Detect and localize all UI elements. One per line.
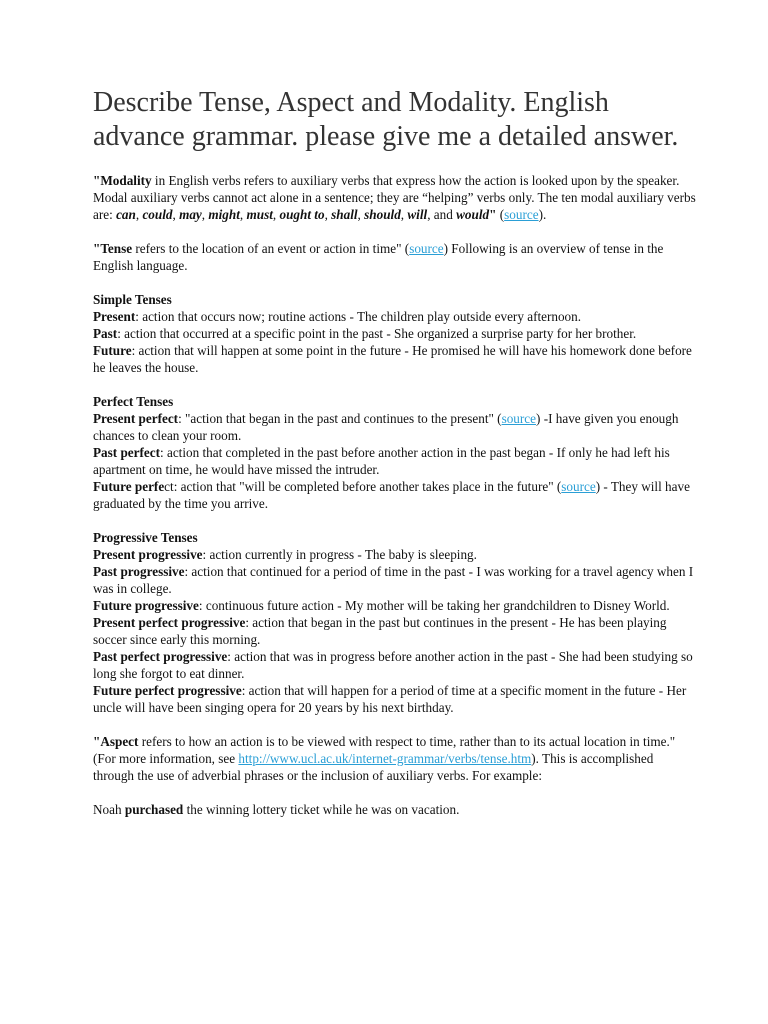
past-progressive-item: [93, 563, 696, 597]
past-perfect-term: Past perfect: [93, 445, 160, 460]
modal-may: may: [179, 207, 202, 222]
present-progressive-item: [93, 546, 696, 563]
future-progressive-item: [93, 597, 696, 614]
future-progressive-term: Future progressive: [93, 598, 199, 613]
future-perfect-progressive-term: Future perfect progressive: [93, 683, 242, 698]
past-perfect-progressive-item: [93, 648, 696, 682]
future-perfect-item: [93, 478, 696, 512]
past-progressive-text: : action that continued for a period of time in the past - I was working for a travel agency when I was in college.: [93, 564, 694, 596]
example-after: the winning lottery ticket while he was on vacation.: [183, 802, 460, 817]
simple-present-term: Present: [93, 309, 136, 324]
future-progressive-text: : continuous future action - My mother will be taking her grandchildren to Disney World.: [198, 598, 670, 613]
modality-term: Modality: [100, 173, 152, 188]
tense-text: refers to the location of an event or action in time" (: [132, 241, 410, 256]
future-perfect-text: : action that "will be completed before another takes place in the future" (: [173, 479, 562, 494]
perfect-tenses-section: [93, 393, 696, 512]
modal-could: could: [142, 207, 173, 222]
modality-and: and: [430, 207, 457, 222]
modal-might: might: [208, 207, 240, 222]
tense-source-link[interactable]: source: [409, 241, 444, 256]
modality-paragraph: "Modality in English verbs refers to auxiliary verbs that express how the action is looked upon by the speaker. Modal auxiliary verbs cannot act alone in a sentence; they are “helping” verbs only. The ten modal auxiliary verbs are: can, could, may, might, must, ought to, shall, should, will, and would" (source).: [93, 173, 696, 222]
aspect-term: Aspect: [100, 734, 139, 749]
example-before: Noah: [93, 802, 125, 817]
modality-source-link[interactable]: source: [504, 207, 539, 222]
present-perfect-source-link[interactable]: source: [501, 411, 536, 426]
aspect-text-2: ). This is accomplished through the use of adverbial phrases or the inclusion of auxiliary verbs. For example:: [93, 751, 654, 783]
progressive-tenses-heading: Progressive Tenses: [93, 530, 198, 545]
modality-source-close: ).: [538, 207, 547, 222]
perfect-tenses-heading: Perfect Tenses: [93, 394, 174, 409]
present-perfect-progressive-text: : action that began in the past but continues in the present - He has been playing soccer since early this morning.: [93, 615, 667, 647]
modal-will: will: [407, 207, 428, 222]
modality-close-quote: ": [489, 207, 497, 222]
present-perfect-progressive-item: [93, 614, 696, 648]
simple-past-text: : action that occurred at a specific point in the past - She organized a surprise party for her brother.: [117, 326, 637, 341]
page-title: Describe Tense, Aspect and Modality. English advance grammar. please give me a detailed answer.: [93, 87, 679, 152]
modality-open-quote: ": [93, 173, 101, 188]
future-perfect-progressive-text: : action that will happen for a period of time at a specific moment in the future - Her uncle will have been singing opera for 20 years by his next birthday.: [93, 683, 687, 715]
present-perfect-text-2: ) -I have given you enough chances to clean your room.: [93, 411, 679, 443]
simple-present-item: [93, 308, 696, 325]
tense-open-quote: ": [93, 241, 101, 256]
simple-tenses-heading: Simple Tenses: [93, 292, 172, 307]
example-term: purchased: [124, 802, 184, 817]
modal-can: can: [116, 207, 136, 222]
simple-future-text: : action that will happen at some point in the future - He promised he will have his homework done before he leaves the house.: [93, 343, 692, 375]
example-sentence: [93, 801, 696, 818]
present-progressive-text: : action currently in progress - The baby is sleeping.: [202, 547, 477, 562]
simple-tenses-section: [93, 291, 696, 376]
modal-would: would: [456, 207, 490, 222]
present-progressive-term: Present progressive: [93, 547, 203, 562]
past-perfect-item: [93, 444, 696, 478]
present-perfect-term: Present perfect: [93, 411, 179, 426]
aspect-paragraph: [93, 733, 696, 784]
simple-future-item: [93, 342, 696, 376]
present-perfect-item: [93, 410, 696, 444]
modality-text: in English verbs refers to auxiliary verbs that express how the action is looked upon by the speaker. Modal auxiliary verbs cannot act alone in a sentence; they are “helping” verbs only. The ten modal auxiliary verbs are:: [93, 173, 696, 222]
future-perfect-text-2: ) - They will have graduated by the time you arrive.: [93, 479, 690, 511]
modal-must: must: [246, 207, 273, 222]
tense-text-2: ) Following is an overview of tense in the English language.: [93, 241, 664, 273]
modal-should: should: [364, 207, 401, 222]
past-progressive-term: Past progressive: [93, 564, 185, 579]
modal-shall: shall: [331, 207, 358, 222]
simple-present-text: : action that occurs now; routine actions - The children play outside every afternoon.: [135, 309, 582, 324]
aspect-url-link[interactable]: http://www.ucl.ac.uk/internet-grammar/verbs/tense.htm: [238, 751, 532, 766]
past-perfect-text: : action that completed in the past before another action in the past began - If only he had left his apartment on time, he would have missed the intruder.: [93, 445, 670, 477]
tense-paragraph: [93, 240, 696, 274]
modal-ought-to: ought to: [279, 207, 325, 222]
future-perfect-progressive-item: [93, 682, 696, 716]
past-perfect-progressive-text: : action that was in progress before another action in the past - She had been studying so long she forgot to eat dinner.: [93, 649, 693, 681]
aspect-text: refers to how an action is to be viewed with respect to time, rather than to its actual location in time." (For more information, see: [93, 734, 676, 766]
future-perfect-source-link[interactable]: source: [561, 479, 596, 494]
future-perfect-term: Future perfe: [93, 479, 165, 494]
simple-past-term: Past: [93, 326, 118, 341]
present-perfect-text: : "action that began in the past and continues to the present" (: [178, 411, 502, 426]
tense-term: Tense: [100, 241, 133, 256]
simple-future-term: Future: [93, 343, 132, 358]
aspect-open-quote: ": [93, 734, 101, 749]
progressive-tenses-section: [93, 529, 696, 716]
past-perfect-progressive-term: Past perfect progressive: [93, 649, 228, 664]
simple-past-item: [93, 325, 696, 342]
present-perfect-progressive-term: Present perfect progressive: [93, 615, 246, 630]
modality-source-open: (: [496, 207, 505, 222]
future-perfect-term-tail: ct: [164, 479, 174, 494]
